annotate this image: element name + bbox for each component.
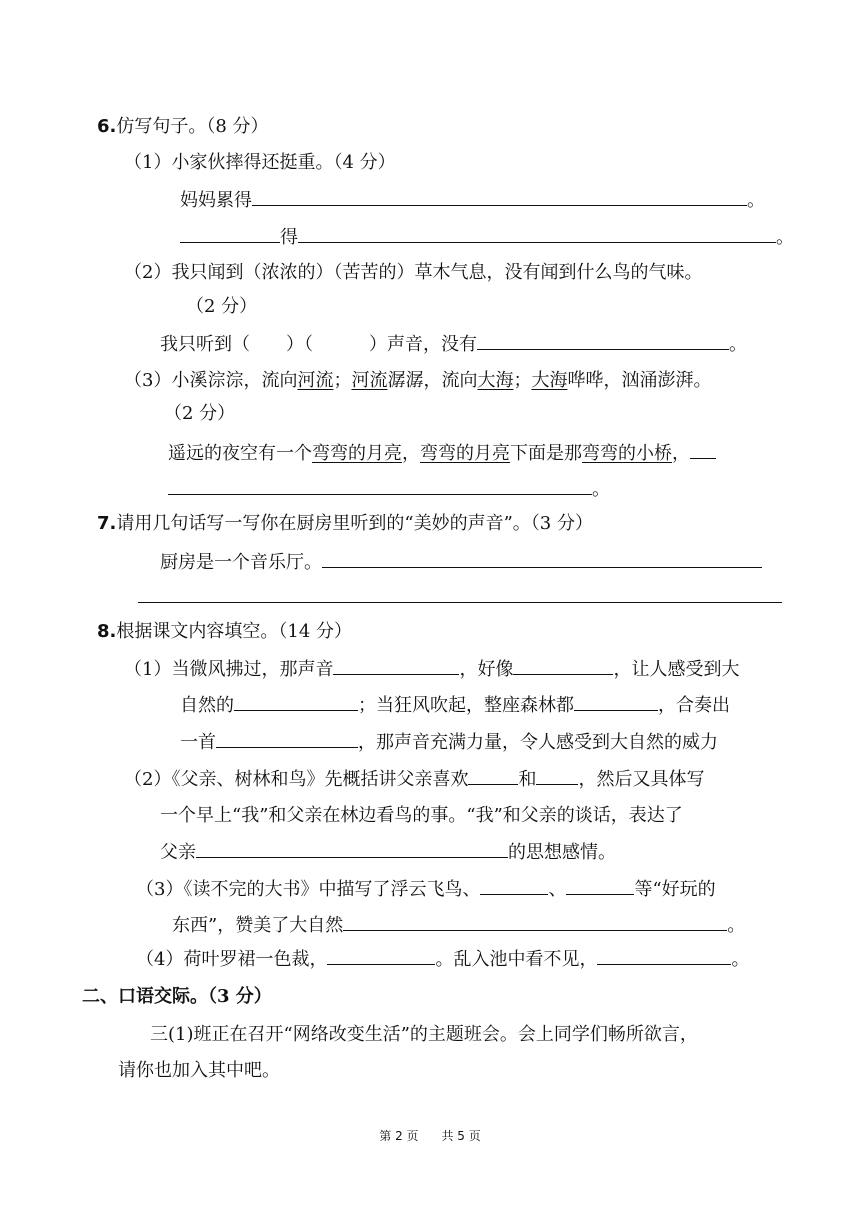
q6-s3-eu1: 弯弯的月亮 <box>312 443 402 464</box>
q6-s3-p5: 哗哗，汹涌澎湃。 <box>567 370 712 391</box>
answer-blank[interactable] <box>234 692 358 711</box>
answer-blank[interactable] <box>327 946 435 965</box>
q7-start: 厨房是一个音乐厅。 <box>160 552 322 573</box>
q6-s1-line2 <box>180 224 794 250</box>
section2-paragraph-line2: 请你也加入其中吧。 <box>118 1060 280 1081</box>
q6-s2-a1: 我只听到（ <box>160 334 250 355</box>
q6-s3-prompt <box>124 368 711 394</box>
q6-s2-score: （2 分） <box>186 296 258 317</box>
answer-blank[interactable] <box>536 766 578 785</box>
q6-s3-p4: ； <box>513 370 532 391</box>
q6-title: 仿写句子。（8 分） <box>116 116 269 137</box>
q6-s2-a3: ）声音，没有 <box>369 334 477 355</box>
section2-paragraph-line1: 三(1)班正在召开“网络改变生活”的主题班会。会上同学们畅所欲言， <box>150 1024 698 1045</box>
q6-s3-u2: 河流 <box>351 370 388 391</box>
answer-blank[interactable] <box>180 224 280 243</box>
answer-blank[interactable] <box>168 476 592 495</box>
q8-s3-line1 <box>136 876 716 902</box>
q6-s3-eu3: 弯弯的小桥 <box>582 443 672 464</box>
answer-blank[interactable] <box>690 440 716 459</box>
q6-s3-eu2: 弯弯的月亮 <box>420 443 510 464</box>
answer-blank[interactable] <box>574 692 658 711</box>
answer-blank[interactable] <box>343 912 727 931</box>
q6-s3-e2: ， <box>402 443 420 464</box>
q8-s1-c: ，让人感受到大 <box>613 659 740 680</box>
q8-s4-line1 <box>136 946 749 972</box>
q8-s2-a: （2）《父亲、树林和鸟》先概括讲父亲喜欢 <box>124 769 469 790</box>
answer-blank[interactable] <box>597 946 731 965</box>
q7-number: 7. <box>97 513 117 534</box>
q6-s3-answer <box>168 476 610 502</box>
q8-s2-line3 <box>160 839 616 865</box>
q6-s2-a2: ）（ <box>286 334 313 355</box>
q7-heading <box>97 511 593 537</box>
q6-s2-end: 。 <box>729 334 747 355</box>
q6-number: 6. <box>97 116 117 137</box>
answer-blank[interactable] <box>216 729 358 748</box>
q8-s3-e: 。 <box>727 915 746 936</box>
q6-s1-line1 <box>180 187 765 213</box>
q8-s1-line1 <box>124 656 739 682</box>
q8-s1-a: （1）当微风拂过，那声音 <box>124 659 334 680</box>
q6-s3-p2: ； <box>333 370 352 391</box>
q8-s3-d: 东西”，赞美了大自然 <box>172 915 344 936</box>
q8-s3-a: （3）《读不完的大书》中描写了浮云飞鸟、 <box>136 879 481 900</box>
q8-s1-line3 <box>180 729 718 755</box>
q6-s3-u3: 大海 <box>477 370 514 391</box>
q8-s4-b: 。乱入池中看不见， <box>435 949 598 970</box>
q8-s2-b: 和 <box>518 769 537 790</box>
q8-s1-f: ，合奏出 <box>658 695 730 716</box>
q8-s2-e: 父亲 <box>160 842 196 863</box>
q6-s3-example <box>168 440 716 466</box>
q7-answer-line1 <box>160 549 762 575</box>
q6-s3-u1: 河流 <box>297 370 334 391</box>
q6-s3-score: （2 分） <box>164 403 236 424</box>
q6-heading <box>97 114 269 140</box>
answer-blank[interactable] <box>566 876 634 895</box>
section2-title: 二、口语交际。（3 分） <box>82 986 272 1007</box>
answer-blank[interactable] <box>252 187 747 206</box>
q8-s1-h: ，那声音充满力量，令人感受到大自然的威力 <box>358 732 718 753</box>
q8-s1-line2 <box>180 692 730 718</box>
q8-s1-g: 一首 <box>180 732 216 753</box>
q6-s2-answer <box>160 331 747 357</box>
q6-s3-e1: 遥远的夜空有一个 <box>168 443 312 464</box>
q8-s2-line1 <box>124 766 704 792</box>
q8-s3-c: 等“好玩的 <box>634 879 716 900</box>
q6-s3-e4: ， <box>672 443 690 464</box>
answer-blank[interactable] <box>513 656 613 675</box>
q8-s2-line2: 一个早上“我”和父亲在林边看鸟的事。“我”和父亲的谈话，表达了 <box>160 805 683 826</box>
answer-blank[interactable] <box>322 549 762 568</box>
q8-number: 8. <box>97 621 117 642</box>
q6-s1-line1-start: 妈妈累得 <box>180 190 252 211</box>
page-total: 共 5 页 <box>441 1129 481 1143</box>
q6-s1-line1-end: 。 <box>747 190 765 211</box>
q8-s2-c: ，然后又具体写 <box>578 769 705 790</box>
q6-s2-prompt: （2）我只闻到（浓浓的）（苦苦的）草木气息，没有闻到什么鸟的气味。 <box>124 262 703 283</box>
page-footer <box>0 1128 860 1144</box>
q8-s1-e: ；当狂风吹起，整座森林都 <box>358 695 574 716</box>
q6-s3-end: 。 <box>592 479 610 500</box>
answer-blank[interactable] <box>480 876 548 895</box>
q8-s1-b: ，好像 <box>459 659 514 680</box>
answer-blank[interactable] <box>298 224 776 243</box>
page-number: 第 2 页 <box>379 1129 419 1143</box>
q8-title: 根据课文内容填空。（14 分） <box>116 621 352 642</box>
q6-s1-line2-mid: 得 <box>280 227 298 248</box>
q6-s3-p3: 潺潺，流向 <box>387 370 478 391</box>
answer-blank[interactable] <box>468 766 518 785</box>
q8-s4-a: （4）荷叶罗裙一色裁， <box>136 949 328 970</box>
q8-s1-d: 自然的 <box>180 695 234 716</box>
q8-s4-c: 。 <box>731 949 750 970</box>
q8-heading <box>97 619 352 645</box>
q6-s1-line2-end: 。 <box>776 227 794 248</box>
q8-s3-b: 、 <box>548 879 567 900</box>
q7-title: 请用几句话写一写你在厨房里听到的“美妙的声音”。（3 分） <box>116 513 593 534</box>
answer-blank[interactable] <box>477 331 729 350</box>
answer-blank[interactable] <box>196 839 508 858</box>
q6-s3-p1: （3）小溪淙淙，流向 <box>124 370 298 391</box>
q6-s3-e3: 下面是那 <box>510 443 582 464</box>
answer-blank[interactable] <box>333 656 459 675</box>
q6-s3-u4: 大海 <box>531 370 568 391</box>
q7-answer-line2[interactable] <box>138 602 782 603</box>
q6-s1-prompt: （1）小家伙摔得还挺重。（4 分） <box>124 152 396 173</box>
q8-s3-line2 <box>172 912 745 938</box>
q8-s2-f: 的思想感情。 <box>508 842 616 863</box>
